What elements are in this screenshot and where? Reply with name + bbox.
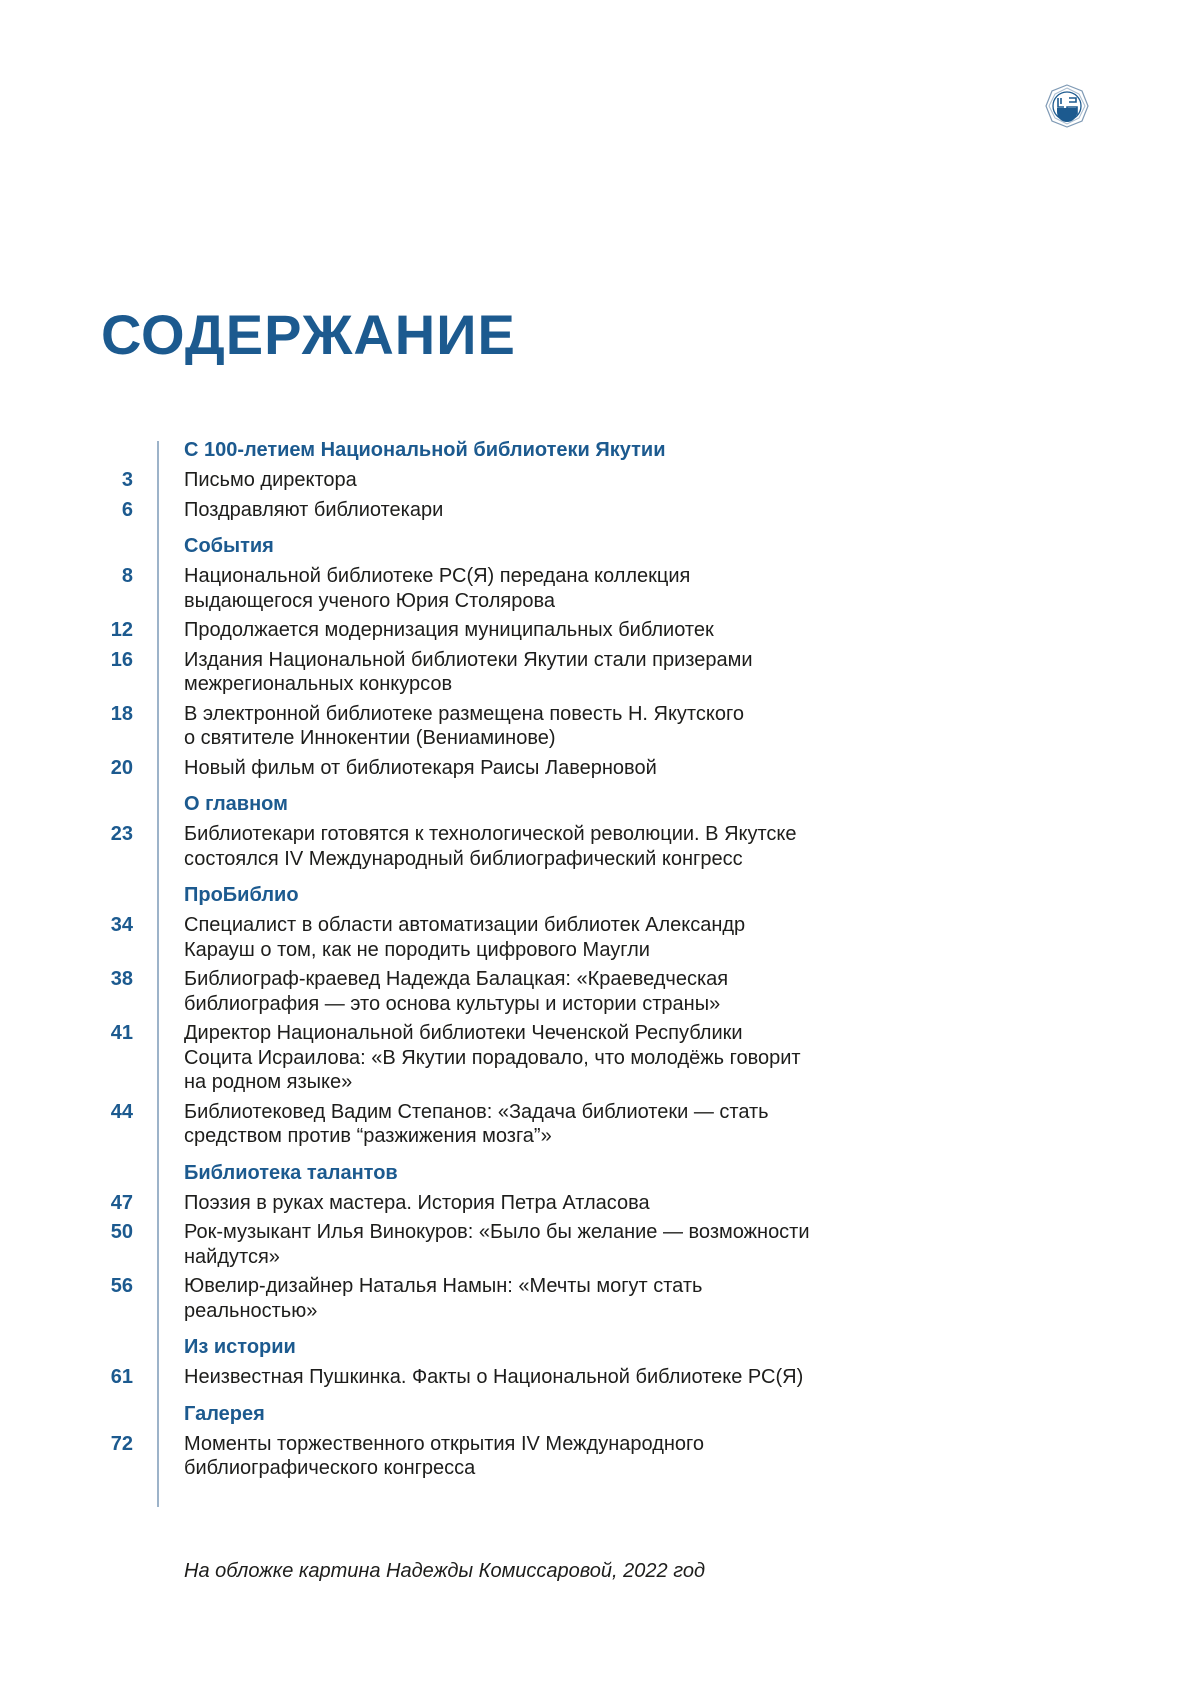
page-number: 12 bbox=[110, 619, 133, 641]
page-number: 38 bbox=[110, 968, 133, 990]
toc-entry[interactable] bbox=[0, 822, 1190, 871]
toc-section bbox=[0, 437, 1190, 522]
entry-title: Ювелир-дизайнер Наталья Намын: «Мечты могут стать реальностью» bbox=[184, 1275, 703, 1322]
toc-section bbox=[0, 1160, 1190, 1324]
entry-title: Продолжается модернизация муниципальных библиотек bbox=[184, 619, 714, 641]
page-number: 18 bbox=[110, 702, 133, 725]
entry-title: Письмо директора bbox=[184, 469, 357, 491]
section-title: Галерея bbox=[184, 1402, 265, 1425]
section-title: Библиотека талантов bbox=[184, 1161, 398, 1184]
table-of-contents bbox=[0, 437, 1190, 1481]
entry-title: Библиотекари готовятся к технологической революции. В Якутске состоялся IV Международный библиографический конгресс bbox=[184, 823, 797, 870]
entry-title: Поздравляют библиотекари bbox=[184, 498, 444, 521]
entry-title: Библиотековед Вадим Степанов: «Задача библиотеки — стать средством против “разжижения мозга”» bbox=[184, 1100, 769, 1147]
entry-title: Рок-музыкант Илья Винокуров: «Было бы желание — возможности найдутся» bbox=[184, 1221, 810, 1268]
toc-entry[interactable] bbox=[0, 498, 1190, 523]
entry-title: Новый фильм от библиотекаря Раисы Лаверновой bbox=[184, 756, 657, 779]
page-number: 72 bbox=[110, 1432, 133, 1455]
toc-entry[interactable] bbox=[0, 1191, 1190, 1216]
toc-entry[interactable] bbox=[0, 1220, 1190, 1269]
entry-title: Неизвестная Пушкинка. Факты о Национальной библиотеке РС(Я) bbox=[184, 1366, 804, 1388]
entry-title: Библиограф-краевед Надежда Балацкая: «Краеведческая библиография — это основа культуры и истории страны» bbox=[184, 968, 729, 1015]
cover-credit: На обложке картина Надежды Комиссаровой, 2022 год bbox=[184, 1560, 706, 1582]
entry-title: Специалист в области автоматизации библиотек Александр Карауш о том, как не породить цифрового Маугли bbox=[184, 914, 746, 961]
toc-entry[interactable] bbox=[0, 1021, 1190, 1095]
page-number: 47 bbox=[110, 1191, 133, 1214]
toc-section bbox=[0, 533, 1190, 780]
toc-section bbox=[0, 1334, 1190, 1390]
toc-entry[interactable] bbox=[0, 756, 1190, 781]
page-number: 8 bbox=[121, 565, 133, 587]
page-number: 56 bbox=[110, 1275, 133, 1297]
toc-section bbox=[0, 791, 1190, 871]
section-title: Из истории bbox=[184, 1336, 296, 1358]
toc-entry[interactable] bbox=[0, 564, 1190, 613]
page-number: 50 bbox=[110, 1221, 133, 1243]
entry-title: Национальной библиотеке РС(Я) передана коллекция выдающегося ученого Юрия Столярова bbox=[184, 565, 691, 612]
toc-entry[interactable] bbox=[0, 1432, 1190, 1481]
page-number: 34 bbox=[110, 914, 133, 936]
toc-entry[interactable] bbox=[0, 702, 1190, 751]
toc-entry[interactable] bbox=[0, 913, 1190, 962]
toc-entry[interactable] bbox=[0, 618, 1190, 643]
toc-entry[interactable] bbox=[0, 648, 1190, 697]
page-number: 41 bbox=[110, 1022, 133, 1044]
page-number: 44 bbox=[110, 1100, 133, 1123]
section-title: С 100-летием Национальной библиотеки Якутии bbox=[184, 439, 666, 461]
page-number: 20 bbox=[110, 756, 133, 779]
toc-entry[interactable] bbox=[0, 1365, 1190, 1390]
entry-title: Поэзия в руках мастера. История Петра Атласова bbox=[184, 1191, 650, 1214]
section-title: События bbox=[184, 535, 274, 557]
section-title: ПроБиблио bbox=[184, 884, 299, 906]
page-number: 16 bbox=[110, 648, 133, 671]
page-number: 23 bbox=[110, 823, 133, 845]
page-number: 3 bbox=[121, 469, 133, 491]
toc-section bbox=[0, 1401, 1190, 1481]
entry-title: Моменты торжественного открытия IV Международного библиографического конгресса bbox=[184, 1432, 705, 1479]
toc-entry[interactable] bbox=[0, 468, 1190, 493]
section-title: О главном bbox=[184, 793, 288, 815]
toc-entry[interactable] bbox=[0, 967, 1190, 1016]
entry-title: Издания Национальной библиотеки Якутии стали призерами межрегиональных конкурсов bbox=[184, 648, 753, 695]
toc-entry[interactable] bbox=[0, 1100, 1190, 1149]
library-logo-icon bbox=[1045, 84, 1089, 128]
entry-title: В электронной библиотеке размещена повесть Н. Якутского о святителе Иннокентии (Вениаминове) bbox=[184, 702, 744, 749]
page-number: 6 bbox=[121, 498, 133, 521]
page-title: СОДЕРЖАНИЕ bbox=[101, 303, 516, 366]
page-number: 61 bbox=[110, 1366, 133, 1388]
toc-section bbox=[0, 882, 1190, 1149]
toc-entry[interactable] bbox=[0, 1274, 1190, 1323]
entry-title: Директор Национальной библиотеки Чеченской Республики Социта Исраилова: «В Якутии порадовало, что молодёжь говорит на родном языке» bbox=[184, 1022, 801, 1093]
